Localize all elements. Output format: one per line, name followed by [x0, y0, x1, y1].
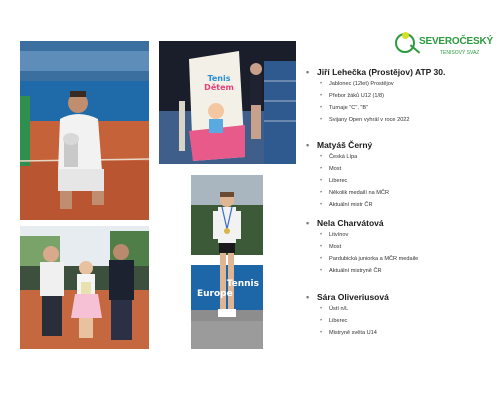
detail-item: • Liberec: [305, 315, 495, 327]
detail-item: • Litvínov: [305, 229, 495, 241]
player-details: [305, 303, 495, 339]
detail-item: • Přebor žáků U12 (1/8): [305, 90, 495, 102]
detail-item: • Pardubická juniorka a MČR medaile: [305, 253, 495, 265]
tennis-ball-icon: [402, 32, 409, 39]
banner-line-1: Tenis: [207, 74, 231, 83]
player-details: [305, 151, 495, 211]
detail-item: • Turnaje "C", "B": [305, 102, 495, 114]
banner-line-2: Dětem: [204, 83, 234, 92]
logo-subtitle: TENISOVÝ SVAZ: [440, 50, 480, 56]
player-name: • Jiří Lehečka (Prostějov) ATP 30.: [305, 66, 495, 78]
photo-charvatova-group: [20, 226, 149, 349]
player-item: [305, 217, 495, 277]
detail-item: • Ústí n/L: [305, 303, 495, 315]
detail-item: • Jablonec (12let) Prostějov: [305, 78, 495, 90]
banner-text: [191, 279, 263, 299]
detail-item: • Aktuální mistryně ČR: [305, 265, 495, 277]
detail-item: • Svijany Open vyhrál v roce 2022: [305, 114, 495, 126]
player-item: [305, 139, 495, 211]
detail-item: • Mistryně světa U14: [305, 327, 495, 339]
detail-item: • Několik medailí na MČR: [305, 187, 495, 199]
detail-item: • Most: [305, 241, 495, 253]
photo-tenis-detem: [159, 41, 296, 164]
player-item: [305, 66, 495, 126]
logo-title: SEVEROČESKÝ: [419, 36, 493, 47]
photo-lehecka-trophy: [20, 41, 149, 220]
banner-text: [195, 74, 243, 92]
banner-line-2: Europe: [197, 289, 233, 299]
player-details: [305, 229, 495, 277]
player-list: [305, 66, 495, 339]
detail-item: • Most: [305, 163, 495, 175]
player-details: [305, 78, 495, 126]
player-name: • Sára Oliveriusová: [305, 291, 495, 303]
detail-item: • Česká Lípa: [305, 151, 495, 163]
photo-oliveriusova-medal: [191, 175, 263, 349]
player-item: [305, 291, 495, 339]
logo: [393, 31, 493, 65]
player-name: • Matyáš Černý: [305, 139, 495, 151]
banner-line-1: Tennis: [226, 279, 259, 289]
player-name: • Nela Charvátová: [305, 217, 495, 229]
detail-item: • Liberec: [305, 175, 495, 187]
detail-item: • Aktuální mistr ČR: [305, 199, 495, 211]
